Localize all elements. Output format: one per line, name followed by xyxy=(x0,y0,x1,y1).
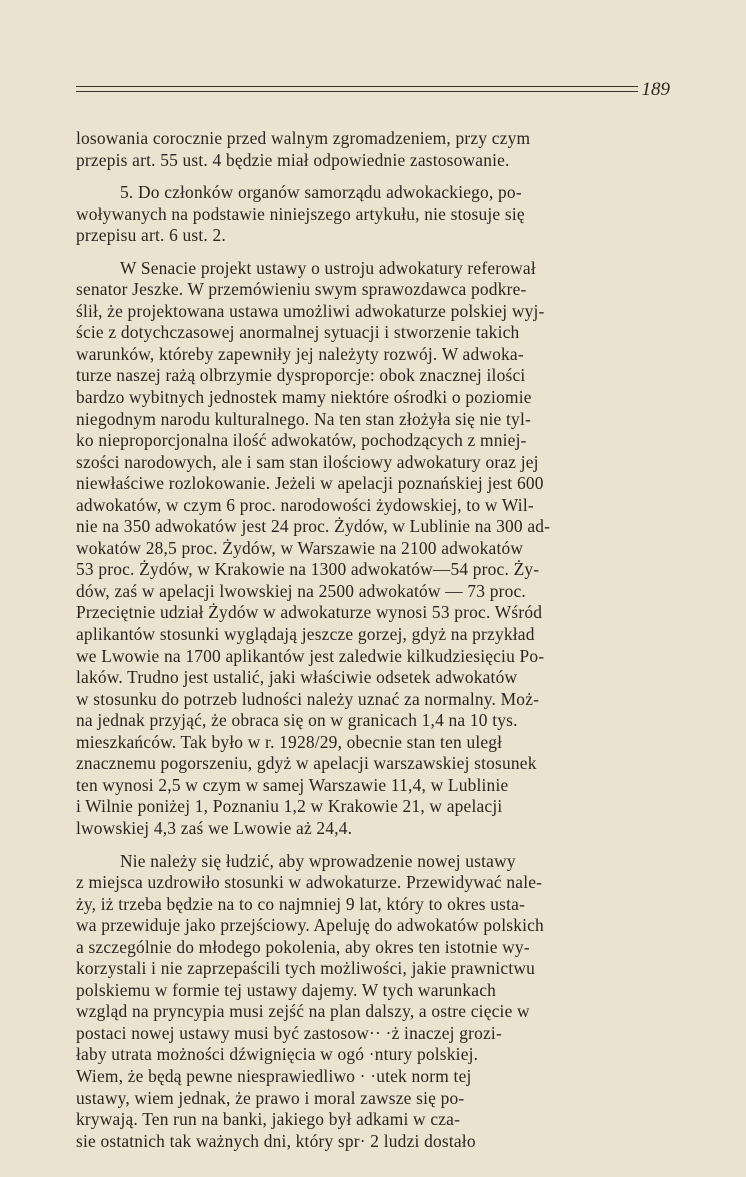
paragraph xyxy=(76,182,669,247)
text-line: laków. Trudno jest ustalić, jaki właściwie odsetek adwokatów xyxy=(76,667,518,688)
text-line: i Wilnie poniżej 1, Poznaniu 1,2 w Krakowie 21, w apelacji xyxy=(76,796,503,817)
text-line: ko nieproporcjonalna ilość adwokatów, pochodzących z mniej- xyxy=(76,430,527,451)
text-line: w stosunku do potrzeb ludności należy uznać za normalny. Moż- xyxy=(76,688,540,709)
text-line: lwowskiej 4,3 zaś we Lwowie aż 24,4. xyxy=(76,817,353,838)
text-line: łaby utrata możności dźwignięcia w ogó ·ntury polskiej. xyxy=(76,1044,479,1065)
text-line: ten wynosi 2,5 w czym w samej Warszawie 11,4, w Lublinie xyxy=(76,774,509,795)
text-line: W Senacie projekt ustawy o ustroju adwokatury referował xyxy=(120,257,536,278)
text-line: sie ostatnich tak ważnych dni, który spr· 2 ludzi dostało xyxy=(76,1130,476,1151)
text-line: adwokatów, w czym 6 proc. narodowości żydowskiej, to w Wil- xyxy=(76,494,534,515)
text-line: losowania corocznie przed walnym zgromadzeniem, przy czym xyxy=(76,128,531,148)
paragraph-gap xyxy=(76,171,669,182)
text-line: warunków, któreby zapewniły jej należyty rozwój. W adwoka- xyxy=(76,343,524,364)
text-line: postaci nowej ustawy musi być zastosow·· ·ż inaczej grozi- xyxy=(76,1022,502,1043)
text-line: ście z dotychczasowej anormalnej sytuacji i stworzenie takich xyxy=(76,322,520,343)
text-line: 5. Do członków organów samorządu adwokackiego, po- xyxy=(120,182,522,203)
body-text xyxy=(76,128,669,1152)
text-line: polskiemu w formie tej ustawy dajemy. W tych warunkach xyxy=(76,979,497,1000)
text-line: na jednak przyjąć, że obraca się on w granicach 1,4 na 10 tys. xyxy=(76,710,518,731)
text-line: znacznemu pogorszeniu, gdyż w apelacji warszawskiej stosunek xyxy=(76,753,537,774)
text-line: Przeciętnie udział Żydów w adwokaturze wynosi 53 proc. Wśród xyxy=(76,602,543,623)
text-line: Nie należy się łudzić, aby wprowadzenie nowej ustawy xyxy=(120,850,516,871)
text-line: krywają. Ten run na banki, jakiego był adkami w cza- xyxy=(76,1109,461,1130)
text-line: z miejsca uzdrowiło stosunki w adwokaturze. Przewidywać nale- xyxy=(76,872,543,893)
text-line: dów, zaś w apelacji lwowskiej na 2500 adwokatów — 73 proc. xyxy=(76,580,526,601)
text-line: bardzo wybitnych jednostek mamy niektóre ośrodki o poziomie xyxy=(76,387,532,408)
paragraph xyxy=(76,258,669,840)
text-line: senator Jeszke. W przemówieniu swym sprawozdawca podkre- xyxy=(76,279,527,300)
text-line: niegodnym narodu kulturalnego. Na ten stan złożyła się nie tyl- xyxy=(76,408,531,429)
text-line: wa przewiduje jako przejściowy. Apeluję do adwokatów polskich xyxy=(76,915,544,936)
text-line: ślił, że projektowana ustawa umożliwi adwokaturze polskiej wyj- xyxy=(76,300,545,321)
text-line: aplikantów stosunki wyglądają jeszcze gorzej, gdyż na przykład xyxy=(76,624,535,645)
text-line: we Lwowie na 1700 aplikantów jest zaledwie kilkudziesięciu Po- xyxy=(76,645,545,666)
paragraph xyxy=(76,851,669,1153)
text-line: ustawy, wiem jednak, że prawo i moral zawsze się po- xyxy=(76,1087,465,1108)
text-line: woływanych na podstawie niniejszego artykułu, nie stosuje się xyxy=(76,203,525,224)
page-number: 189 xyxy=(641,79,670,100)
text-line: wokatów 28,5 proc. Żydów, w Warszawie na 2100 adwokatów xyxy=(76,537,524,558)
text-line: niewłaściwe rozlokowanie. Jeżeli w apelacji poznańskiej jest 600 xyxy=(76,473,544,494)
text-line: ży, iż trzeba będzie na to co najmniej 9 lat, który to okres usta- xyxy=(76,893,526,914)
text-line: a szczególnie do młodego pokolenia, aby okres ten istotnie wy- xyxy=(76,936,530,957)
text-line: korzystali i nie zaprzepaścili tych możliwości, jakie prawnictwu xyxy=(76,958,536,979)
paragraph-gap xyxy=(76,840,669,851)
paragraph xyxy=(76,128,669,171)
paragraph-gap xyxy=(76,247,669,258)
text-line: Wiem, że będą pewne niesprawiedliwo · ·utek norm tej xyxy=(76,1065,472,1086)
header-rule-top xyxy=(76,86,638,87)
text-line: nie na 350 adwokatów jest 24 proc. Żydów, w Lublinie na 300 ad- xyxy=(76,516,551,537)
text-line: wzgląd na pryncypia musi zejść na plan dalszy, a ostre cięcie w xyxy=(76,1001,530,1022)
text-line: turze naszej rażą olbrzymie dysproporcje: obok znacznej ilości xyxy=(76,365,526,386)
text-line: 53 proc. Żydów, w Krakowie na 1300 adwokatów—54 proc. Ży- xyxy=(76,559,540,580)
text-line: szości narodowych, ale i sam stan ilościowy adwokatury oraz jej xyxy=(76,451,539,472)
text-line: przepisu art. 6 ust. 2. xyxy=(76,225,226,246)
text-line: przepis art. 55 ust. 4 będzie miał odpowiednie zastosowanie. xyxy=(76,149,510,170)
header-rule-bottom xyxy=(76,91,638,92)
text-line: mieszkańców. Tak było w r. 1928/29, obecnie stan ten uległ xyxy=(76,731,503,752)
